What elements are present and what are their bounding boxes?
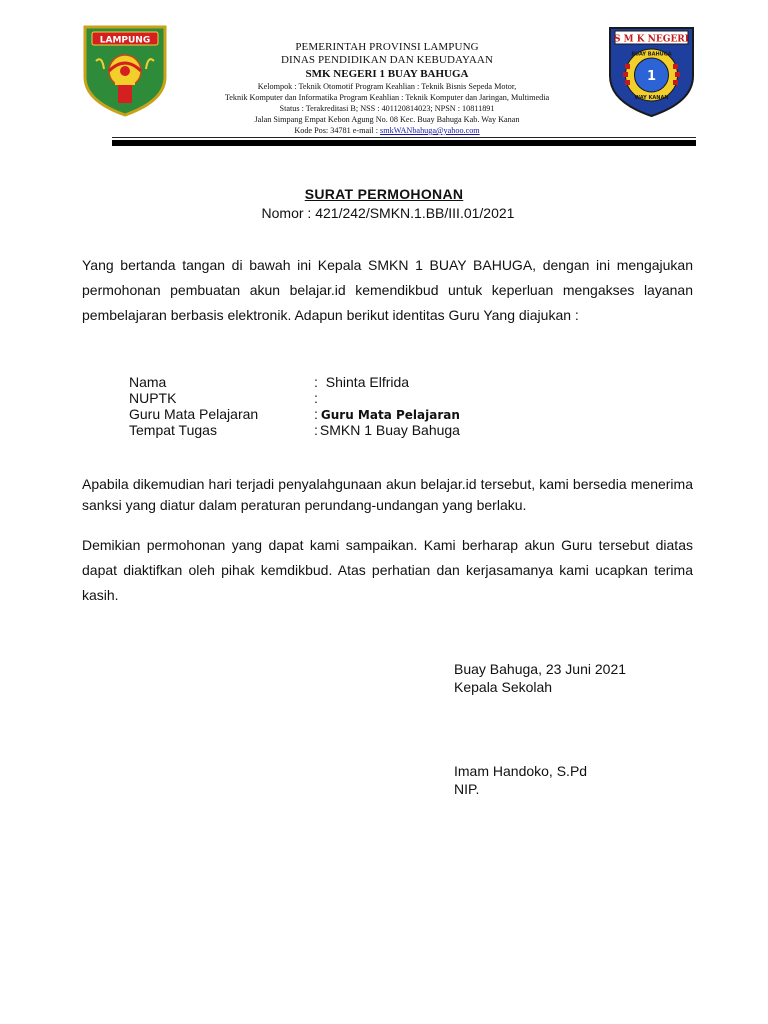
- letterhead-department: DINAS PENDIDIKAN DAN KEBUDAYAAN: [281, 54, 493, 66]
- identity-label: NUPTK: [129, 390, 177, 406]
- identity-colon: :: [314, 374, 322, 390]
- identity-value: Guru Mata Pelajaran: [320, 408, 460, 422]
- letterhead-contact: [178, 125, 596, 136]
- closing-paragraph: Demikian permohonan yang dapat kami sampaikan. Kami berharap akun Guru tersebut diatas dapat diaktifkan oleh pihak kemdikbud. Atas perhatian dan kerjasamanya kami ucapkan terima kasih.: [82, 537, 693, 603]
- logo-right-number: 1: [646, 69, 657, 84]
- letterhead-programs: Teknik Komputer dan Informatika Program Keahlian : Teknik Komputer dan Jaringan, Multimedia: [224, 93, 550, 102]
- identity-colon: :: [314, 406, 318, 422]
- signature-footer: [454, 762, 587, 798]
- logo-left-label: LAMPUNG: [99, 35, 151, 46]
- identity-colon: :: [314, 390, 318, 406]
- letterhead-groups: Kelompok : Teknik Otomotif Program Keahlian : Teknik Bisnis Sepeda Motor,: [257, 82, 517, 91]
- signer-position: Kepala Sekolah: [454, 679, 553, 695]
- letter-title: SURAT PERMOHONAN: [304, 186, 464, 202]
- letter-number: Nomor : 421/242/SMKN.1.BB/III.01/2021: [261, 205, 515, 221]
- opening-paragraph: Yang bertanda tangan di bawah ini Kepala SMKN 1 BUAY BAHUGA, dengan ini mengajukan permohonan pembuatan akun belajar.id kemendikbud untuk keperluan mengakses layanan pembelajaran berbasis elektronik. Adapun berikut identitas Guru Yang diajukan :: [82, 257, 693, 323]
- identity-value: Shinta Elfrida: [325, 374, 410, 390]
- signer-nip: NIP.: [454, 781, 480, 797]
- letterhead-postcode: Kode Pos: 34781 e-mail :: [294, 126, 381, 135]
- signer-name: Imam Handoko, S.Pd: [454, 763, 588, 779]
- lampung-province-logo: [82, 25, 168, 117]
- identity-value: SMKN 1 Buay Bahuga: [319, 422, 460, 438]
- identity-label: Guru Mata Pelajaran: [129, 406, 259, 422]
- letterhead-divider-thick: [112, 140, 696, 146]
- letterhead: [178, 41, 596, 136]
- letterhead-divider-thin: [112, 137, 696, 138]
- letterhead-school-name: SMK NEGERI 1 BUAY BAHUGA: [305, 68, 469, 80]
- place-date: Buay Bahuga, 23 Juni 2021: [454, 661, 627, 677]
- letterhead-status: Status : Terakreditasi B; NSS : 401120814023; NPSN : 10811891: [279, 104, 495, 113]
- liability-paragraph: Apabila dikemudian hari terjadi penyalahgunaan akun belajar.id tersebut, kami bersedia menerima sanksi yang diatur dalam peraturan perundang-undangan yang berlaku.: [82, 476, 693, 513]
- letterhead-email-link[interactable]: smkWANbahuga@yahoo.com: [380, 126, 480, 135]
- signature-header: [454, 660, 626, 696]
- letterhead-address: Jalan Simpang Empat Kebon Agung No. 08 Kec. Buay Bahuga Kab. Way Kanan: [254, 115, 520, 124]
- logo-right-ring-top: BUAY BAHUGA: [631, 51, 672, 58]
- logo-right-label: S M K NEGERI: [613, 34, 690, 45]
- letterhead-government: PEMERINTAH PROVINSI LAMPUNG: [295, 41, 479, 53]
- identity-label: Tempat Tugas: [129, 422, 217, 438]
- identity-colon: :: [314, 422, 318, 438]
- identity-label: Nama: [129, 374, 167, 390]
- logo-right-ring-bottom: WAY KANAN: [634, 95, 669, 101]
- school-logo: [607, 26, 696, 118]
